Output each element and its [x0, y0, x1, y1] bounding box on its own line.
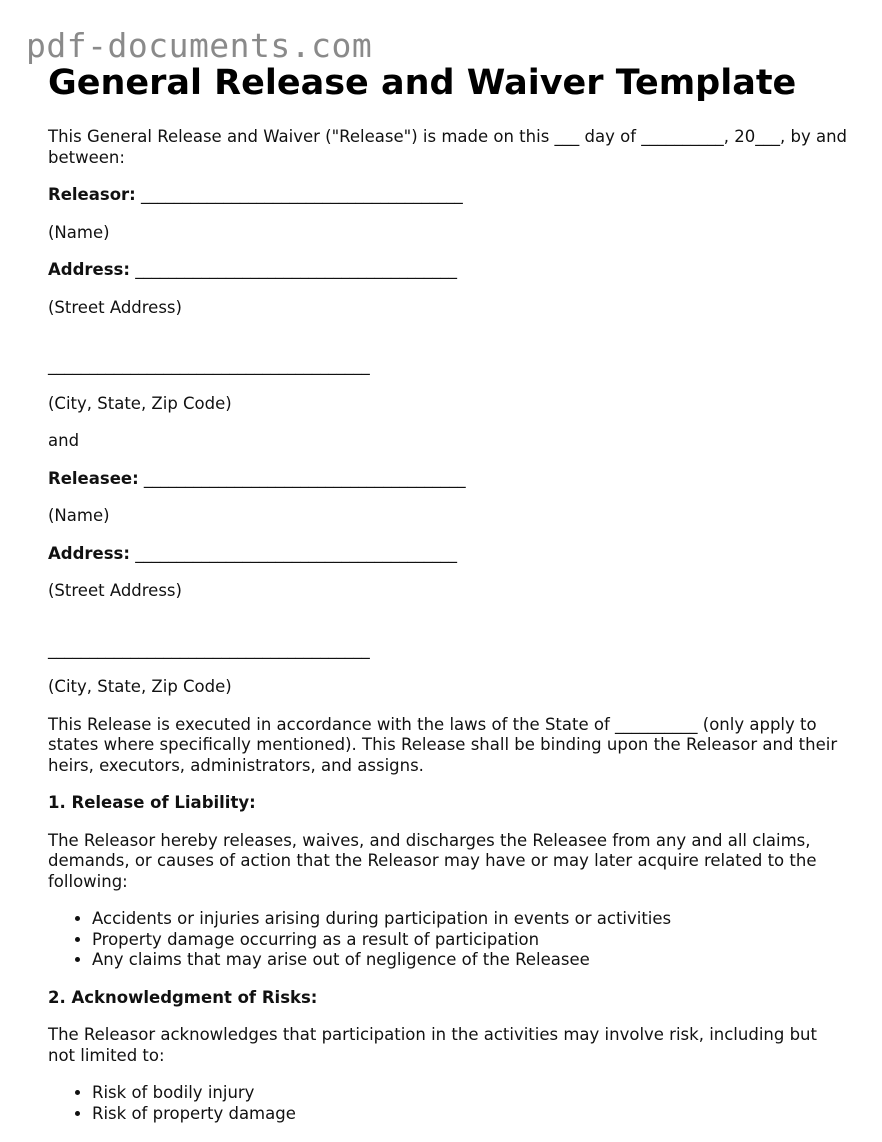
releasee-street-caption: (Street Address): [48, 581, 182, 600]
releasor-address-blank: _______________________________________: [129, 260, 457, 279]
releasee-address-label: Address:: [48, 543, 130, 563]
releasee-line: [48, 469, 848, 490]
section2-list: [48, 1083, 848, 1124]
releasor-label: Releasor:: [48, 185, 136, 204]
releasee-address-blank: _______________________________________: [129, 543, 457, 563]
section1-heading: 1. Release of Liability:: [48, 793, 256, 812]
governing-law-paragraph: This Release is executed in accordance with the laws of the State of __________ (only apply to states where specifically mentioned). This Release shall be binding upon the Releasor and their heirs, executors, administrators, and assigns.: [48, 714, 838, 775]
releasor-city-caption: (City, State, Zip Code): [48, 393, 232, 413]
releasee-name-blank: _______________________________________: [138, 468, 466, 488]
list-item: • Any claims that may arise out of negligence of the Releasee: [92, 950, 848, 971]
list-item: • Accidents or injuries arising during participation in events or activities: [92, 909, 848, 930]
releasee-address-line: [48, 544, 848, 565]
section1-list: [48, 909, 848, 971]
releasor-street-caption: (Street Address): [48, 297, 182, 317]
list-item: • Property damage occurring as a result of participation: [92, 930, 848, 951]
watermark: pdf-documents.com: [26, 26, 373, 65]
list-item: • Risk of property damage: [92, 1104, 848, 1125]
releasee-city-caption: (City, State, Zip Code): [48, 677, 232, 696]
releasor-name-caption: (Name): [48, 222, 110, 242]
releasor-line: [48, 185, 848, 206]
and-text: and: [48, 431, 80, 450]
page-title: General Release and Waiver Template: [48, 63, 797, 103]
releasor-city-blank: _______________________________________: [48, 356, 370, 375]
section1-body: The Releasor hereby releases, waives, and discharges the Releasee from any and all claims, demands, or causes of action that the Releasor may have or may later acquire related to the following:: [48, 830, 817, 891]
releasee-name-caption: (Name): [48, 506, 110, 525]
list-item: • Risk of bodily injury: [92, 1083, 848, 1104]
releasor-address-label: Address:: [48, 260, 130, 279]
section2-body: The Releasor acknowledges that participation in the activities may involve risk, including but not limited to:: [48, 1025, 817, 1065]
releasor-address-line: [48, 260, 848, 281]
releasor-name-blank: _______________________________________: [135, 185, 463, 204]
section2-heading: 2. Acknowledgment of Risks:: [48, 987, 318, 1007]
releasee-label: Releasee:: [48, 468, 139, 488]
releasee-city-blank: _______________________________________: [48, 639, 370, 659]
document-body: [48, 127, 848, 1124]
intro-paragraph: This General Release and Waiver ("Release") is made on this ___ day of __________, 20___, by and between:: [48, 127, 848, 167]
